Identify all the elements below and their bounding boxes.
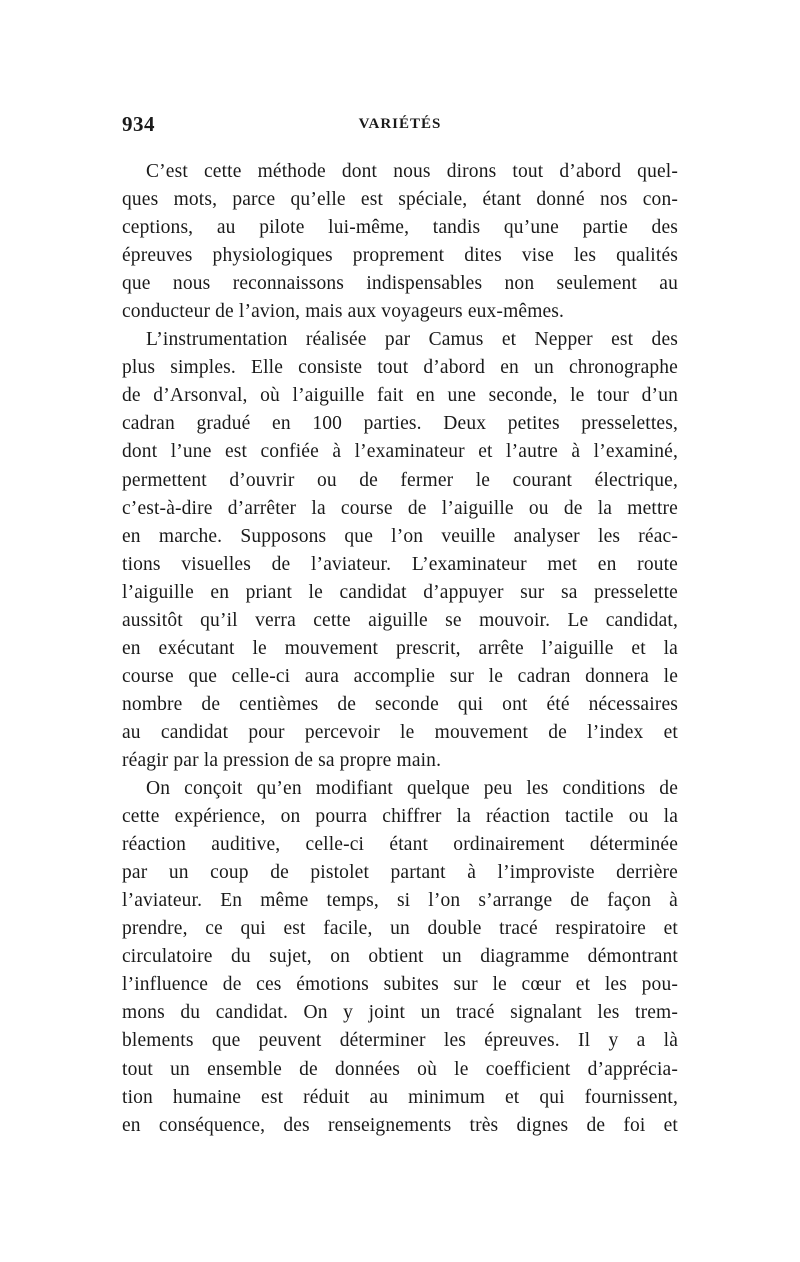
text-line: par un coup de pistolet partant à l’improviste derrière bbox=[122, 862, 678, 884]
page-number: 934 bbox=[122, 112, 155, 136]
text-line: ques mots, parce qu’elle est spéciale, étant donné nos con- bbox=[122, 189, 678, 211]
running-head bbox=[122, 112, 678, 142]
body-text bbox=[122, 158, 678, 1140]
running-title: VARIÉTÉS bbox=[358, 116, 442, 132]
text-line: tions visuelles de l’aviateur. L’examinateur met en route bbox=[122, 553, 678, 575]
text-line: C’est cette méthode dont nous dirons tout d’abord quel- bbox=[146, 161, 678, 182]
text-line: cadran gradué en 100 parties. Deux petites presselettes, bbox=[122, 413, 678, 435]
text-line: l’aviateur. En même temps, si l’on s’arrange de façon à bbox=[122, 890, 678, 912]
text-line: l’influence de ces émotions subites sur le cœur et les pou- bbox=[122, 974, 678, 996]
text-line: permettent d’ouvrir ou de fermer le courant électrique, bbox=[122, 469, 678, 491]
text-line: c’est-à-dire d’arrêter la course de l’aiguille ou de la mettre bbox=[122, 497, 678, 519]
text-line: circulatoire du sujet, on obtient un diagramme démontrant bbox=[122, 946, 678, 968]
text-line: blements que peuvent déterminer les épreuves. Il y a là bbox=[122, 1030, 678, 1052]
text-line: aussitôt qu’il verra cette aiguille se mouvoir. Le candidat, bbox=[122, 609, 678, 631]
text-line: dont l’une est confiée à l’examinateur et l’autre à l’examiné, bbox=[122, 441, 678, 463]
text-line: tion humaine est réduit au minimum et qui fournissent, bbox=[122, 1086, 678, 1108]
text-line: au candidat pour percevoir le mouvement de l’index et bbox=[122, 721, 678, 743]
text-line: cette expérience, on pourra chiffrer la réaction tactile ou la bbox=[122, 806, 678, 828]
text-line: course que celle-ci aura accomplie sur le cadran donnera le bbox=[122, 665, 678, 687]
text-line: de d’Arsonval, où l’aiguille fait en une seconde, le tour d’un bbox=[122, 385, 678, 407]
text-line: en marche. Supposons que l’on veuille analyser les réac- bbox=[122, 525, 678, 547]
text-line: en conséquence, des renseignements très dignes de foi et bbox=[122, 1114, 678, 1136]
text-line: l’aiguille en priant le candidat d’appuyer sur sa presselette bbox=[122, 581, 678, 603]
text-line: tout un ensemble de données où le coefficient d’apprécia- bbox=[122, 1058, 678, 1080]
text-line: réaction auditive, celle-ci étant ordinairement déterminée bbox=[122, 834, 678, 856]
text-line: que nous reconnaissons indispensables non seulement au bbox=[122, 273, 678, 295]
text-line: épreuves physiologiques proprement dites vise les qualités bbox=[122, 245, 678, 267]
text-line: prendre, ce qui est facile, un double tracé respiratoire et bbox=[122, 918, 678, 940]
text-line: nombre de centièmes de seconde qui ont été nécessaires bbox=[122, 693, 678, 715]
text-line: mons du candidat. On y joint un tracé signalant les trem- bbox=[122, 1002, 678, 1024]
text-line: plus simples. Elle consiste tout d’abord en un chronographe bbox=[122, 357, 678, 379]
text-line: ceptions, au pilote lui-même, tandis qu’une partie des bbox=[122, 217, 678, 239]
text-line: L’instrumentation réalisée par Camus et Nepper est des bbox=[146, 329, 678, 351]
text-line: réagir par la pression de sa propre main. bbox=[122, 749, 442, 771]
text-line: en exécutant le mouvement prescrit, arrête l’aiguille et la bbox=[122, 637, 678, 659]
text-line: conducteur de l’avion, mais aux voyageurs eux-mêmes. bbox=[122, 301, 565, 323]
text-line: On conçoit qu’en modifiant quelque peu les conditions de bbox=[146, 778, 678, 800]
